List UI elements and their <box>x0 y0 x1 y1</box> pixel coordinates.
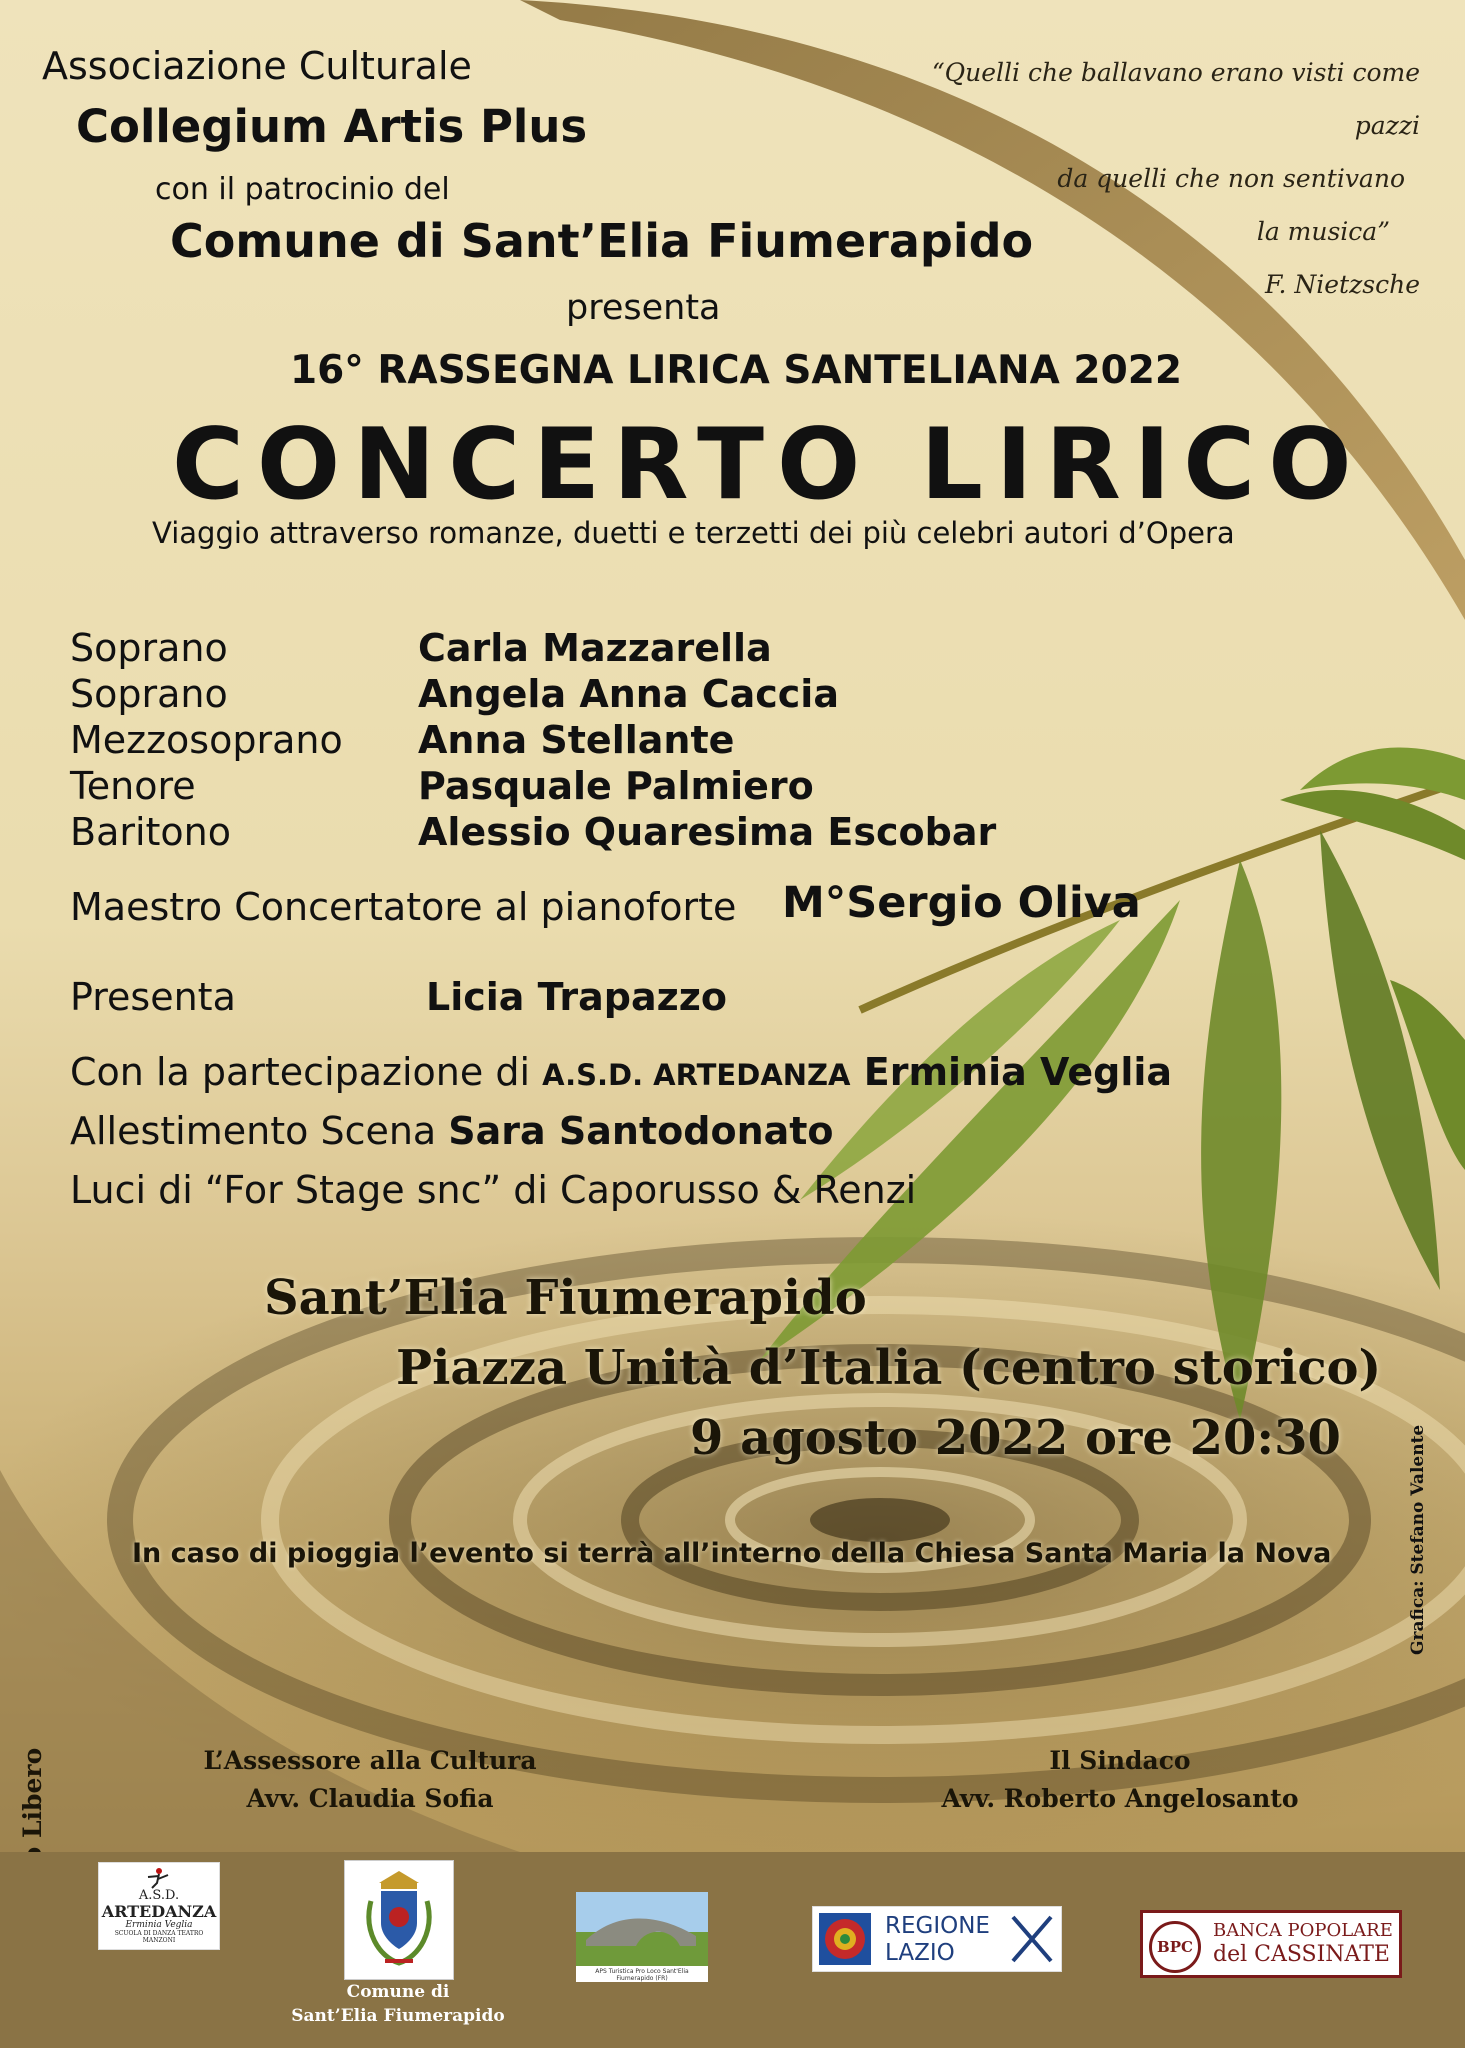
councillor-name: Avv. Claudia Sofia <box>246 1784 494 1813</box>
comune-caption-line: Sant’Elia Fiumerapido <box>291 2006 505 2026</box>
artedanza-name: ARTEDANZA <box>101 1902 217 1921</box>
cast-role: Soprano <box>70 672 228 716</box>
quote-line: la musica” <box>1256 217 1390 246</box>
maestro-name: M°Sergio Oliva <box>782 878 1141 928</box>
participation-name: Erminia Veglia <box>850 1050 1173 1094</box>
banca-name <box>1213 1919 1393 1967</box>
mayor-name: Avv. Roberto Angelosanto <box>941 1784 1299 1813</box>
venue-square: Piazza Unità d’Italia (centro storico) <box>396 1340 1382 1396</box>
cast-name: Angela Anna Caccia <box>418 672 839 716</box>
councillor-signature <box>190 1742 550 1818</box>
proloco-logo <box>576 1892 708 1982</box>
maestro-label: Maestro Concertatore al pianoforte <box>70 885 737 929</box>
proloco-caption: APS Turistica Pro Loco Sant'Elia Fiumerapido (FR) <box>595 1968 689 1982</box>
mayor-signature <box>930 1742 1310 1818</box>
cast-name: Alessio Quaresima Escobar <box>418 810 997 854</box>
cast-name: Anna Stellante <box>418 718 735 762</box>
banca-line: del CASSINATE <box>1213 1942 1390 1967</box>
cast-role: Soprano <box>70 626 228 670</box>
staging-line <box>70 1109 834 1153</box>
association-name: Collegium Artis Plus <box>76 100 588 153</box>
municipality-name: Comune di Sant’Elia Fiumerapido <box>170 214 1034 268</box>
dancer-icon <box>144 1867 174 1889</box>
quote-line: “Quelli che ballavano erano visti come pazzi <box>931 58 1420 140</box>
councillor-title: L’Assessore alla Cultura <box>203 1746 537 1775</box>
regione-cross-icon <box>1009 1913 1055 1965</box>
concert-subtitle: Viaggio attraverso romanze, duetti e terzetti dei più celebri autori d’Opera <box>152 516 1235 550</box>
association-label: Associazione Culturale <box>42 44 472 88</box>
artedanza-logo <box>98 1862 220 1950</box>
banca-popolare-logo <box>1140 1910 1402 1978</box>
participation-label: Con la partecipazione di <box>70 1050 543 1094</box>
lights-credit: Luci di “For Stage snc” di Caporusso & Renzi <box>70 1168 917 1212</box>
coat-of-arms-icon <box>345 1861 453 1979</box>
artedanza-owner: Erminia Veglia <box>125 1920 193 1930</box>
comune-crest-logo <box>344 1860 454 1980</box>
concert-title: CONCERTO LIRICO <box>172 408 1365 522</box>
cast-role: Mezzosoprano <box>70 718 343 762</box>
participation-line <box>70 1050 1172 1094</box>
cast-role: Tenore <box>70 764 196 808</box>
cast-role: Baritono <box>70 810 232 854</box>
regione-line: LAZIO <box>885 1940 955 1966</box>
banca-line: BANCA POPOLARE <box>1213 1920 1393 1941</box>
presents-label: presenta <box>566 288 721 328</box>
mayor-title: Il Sindaco <box>1049 1746 1191 1775</box>
rain-note: In caso di pioggia l’evento si terrà all’interno della Chiesa Santa Maria la Nova <box>132 1538 1332 1569</box>
patronage-label: con il patrocinio del <box>155 172 450 207</box>
regione-line: REGIONE <box>885 1913 990 1939</box>
participation-org: A.S.D. ARTEDANZA <box>542 1058 851 1092</box>
staging-label: Allestimento Scena <box>70 1109 449 1153</box>
festival-title: 16° RASSEGNA LIRICA SANTELIANA 2022 <box>290 348 1182 393</box>
regione-emblem-icon <box>817 1911 873 1967</box>
host-name: Licia Trapazzo <box>426 975 727 1019</box>
cast-name: Carla Mazzarella <box>418 626 772 670</box>
bpc-mark-icon: BPC <box>1149 1921 1201 1973</box>
cast-name: Pasquale Palmiero <box>418 764 814 808</box>
quote-author: F. Nietzsche <box>1265 270 1420 299</box>
quote-line: da quelli che non sentivano <box>1057 164 1405 193</box>
host-label: Presenta <box>70 975 236 1019</box>
staging-name: Sara Santodonato <box>448 1109 834 1153</box>
venue-town: Sant’Elia Fiumerapido <box>264 1270 867 1326</box>
comune-caption <box>280 1980 516 2028</box>
event-datetime: 9 agosto 2022 ore 20:30 <box>690 1410 1341 1466</box>
regione-lazio-logo <box>812 1906 1062 1972</box>
graphic-credit: Grafica: Stefano Valente <box>1408 1424 1428 1655</box>
comune-caption-line: Comune di <box>346 1982 450 2002</box>
artedanza-school: SCUOLA DI DANZA TEATRO MANZONI <box>114 1930 204 1944</box>
regione-name <box>885 1913 990 1967</box>
nietzsche-quote <box>860 46 1420 311</box>
artedanza-asd: A.S.D. <box>138 1888 180 1903</box>
